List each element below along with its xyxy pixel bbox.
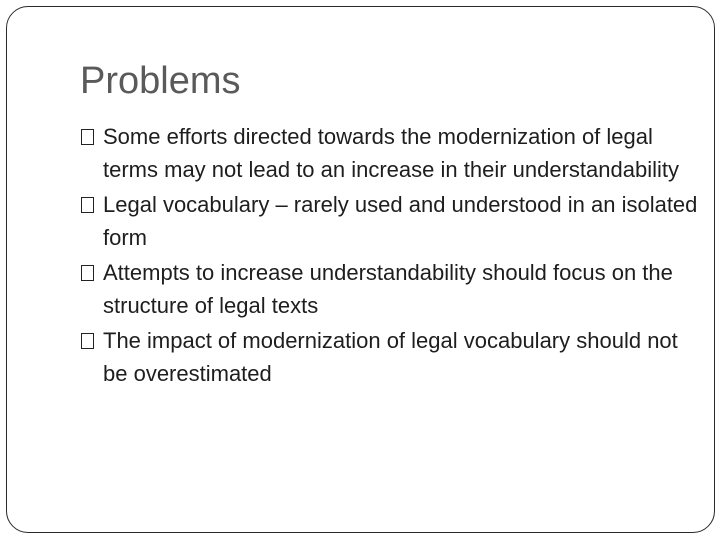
bullet-text: Some efforts directed towards the modernization of legal terms may not lead to an increase in their understandability	[103, 124, 679, 182]
bullet-item	[80, 256, 700, 322]
square-bullet-icon	[81, 129, 94, 145]
bullet-item	[80, 324, 700, 390]
slide-title: Problems	[80, 60, 241, 102]
square-bullet-icon	[81, 197, 94, 213]
square-bullet-icon	[81, 265, 94, 281]
bullet-item	[80, 188, 700, 254]
bullet-list	[80, 120, 700, 392]
bullet-text: Legal vocabulary – rarely used and understood in an isolated form	[103, 192, 698, 250]
bullet-text: Attempts to increase understandability should focus on the structure of legal texts	[103, 260, 673, 318]
square-bullet-icon	[81, 333, 94, 349]
bullet-item	[80, 120, 700, 186]
bullet-text: The impact of modernization of legal vocabulary should not be overestimated	[103, 328, 678, 386]
